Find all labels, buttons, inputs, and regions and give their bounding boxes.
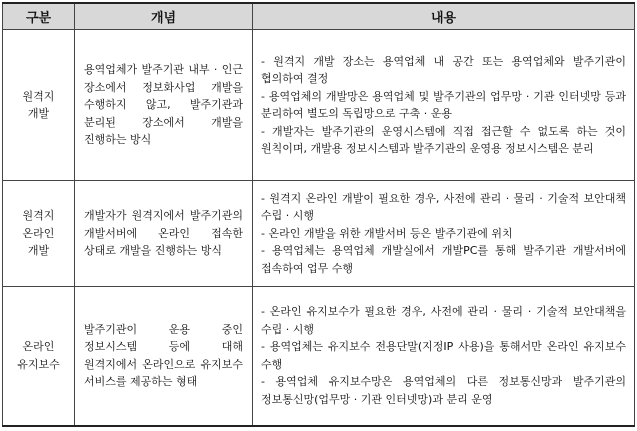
content-item: - 원격지 온라인 개발이 필요한 경우, 사전에 관리 · 물리 · 기술적 보안대책 수립 · 시행 xyxy=(261,191,626,223)
table-row-remote-online-development xyxy=(3,181,635,287)
content-item: - 용역업체 유지보수망은 용역업체의 다른 정보통신망과 발주기관의 정보통신망(업무망 · 기관 인터넷망)과 분리 운영 xyxy=(261,375,626,406)
category-label: 원격지 온라인 개발 xyxy=(22,209,55,258)
content-item: - 개발자는 발주기관의 운영시스템에 직접 접근할 수 없도록 하는 것이 원칙이며, 개발용 정보시스템과 발주기관의 운영용 정보시스템은 분리 xyxy=(261,124,626,155)
table-row-remote-development xyxy=(3,30,635,181)
table-header-row xyxy=(3,3,635,30)
category-label: 온라인 유지보수 xyxy=(17,340,60,371)
concept-cell: 용역업체가 발주기관 내부 · 인근 장소에서 정보화사업 개발을 수행하지 않고, 발주기관과 분리된 장소에서 개발을 진행하는 방식 xyxy=(75,30,253,181)
content-item: - 용역업체의 개발망은 용역업체 및 발주기관의 업무망 · 기관 인터넷망 등과 분리하여 별도의 독립망으로 구축 · 운용 xyxy=(261,89,626,120)
content-item: - 용역업체는 용역업체 개발실에서 개발PC를 통해 발주기관 개발서버에 접속하여 업무 수행 xyxy=(261,244,626,275)
category-cell xyxy=(3,30,75,181)
category-cell xyxy=(3,181,75,287)
header-concept: 개념 xyxy=(75,3,253,30)
content-item: - 온라인 개발을 위한 개발서버 등은 발주기관에 위치 xyxy=(261,226,513,240)
content-cell xyxy=(253,181,635,287)
category-label: 원격지 개발 xyxy=(22,89,55,120)
table-row-online-maintenance xyxy=(3,287,635,426)
concept-cell: 발주기관이 운용 중인 정보시스템 등에 대해 원격지에서 온라인으로 유지보수 서비스를 제공하는 형태 xyxy=(75,287,253,426)
content-item: - 온라인 유지보수가 필요한 경우, 사전에 관리 · 물리 · 기술적 보안대책을 수립 · 시행 xyxy=(261,305,626,336)
content-item: - 원격지 개발 장소는 용역업체 내 공간 또는 용역업체와 발주기관이 협의하여 결정 xyxy=(261,54,626,85)
content-cell xyxy=(253,287,635,426)
content-cell xyxy=(253,30,635,181)
content-item: - 용역업체는 유지보수 전용단말(지정IP 사용)을 통해서만 온라인 유지보수 수행 xyxy=(261,340,626,371)
comparison-table xyxy=(2,2,635,427)
header-content: 내용 xyxy=(253,3,635,30)
header-category: 구분 xyxy=(3,3,75,30)
category-cell xyxy=(3,287,75,426)
concept-cell: 개발자가 원격지에서 발주기관의 개발서버에 온라인 접속한 상태로 개발을 진행하는 방식 xyxy=(75,181,253,287)
